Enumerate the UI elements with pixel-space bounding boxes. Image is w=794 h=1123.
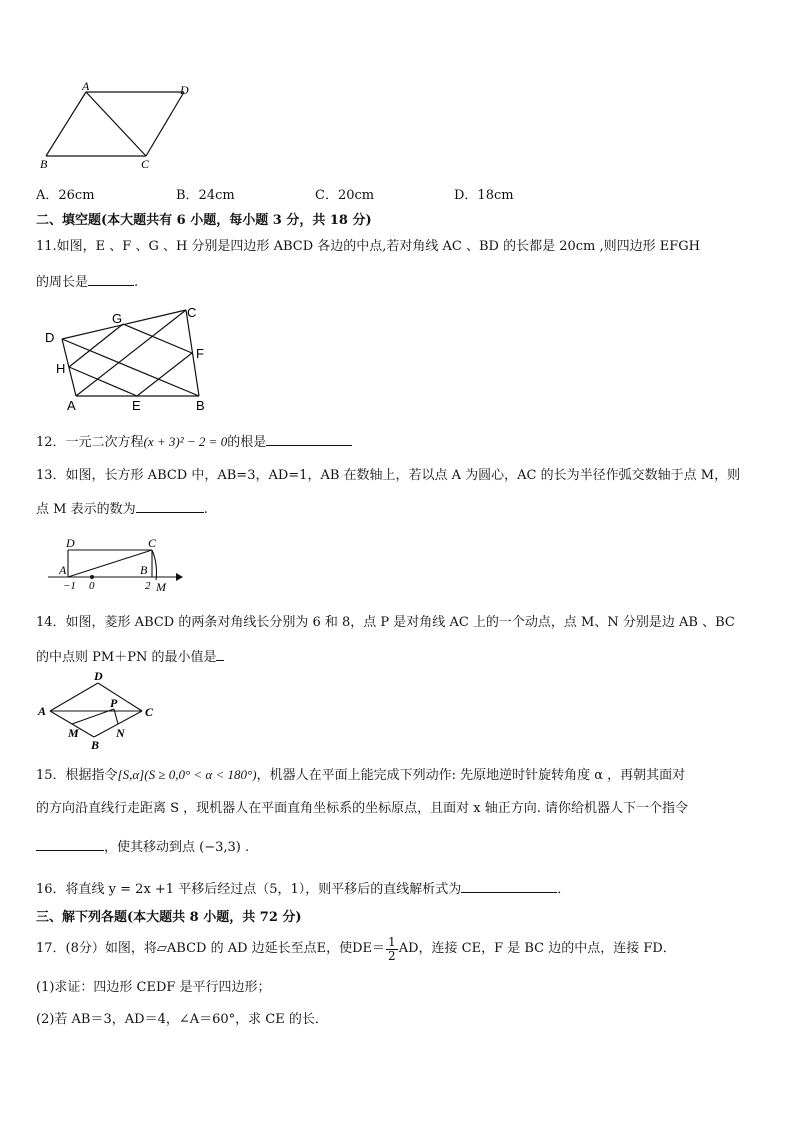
q10-label-b: B (40, 157, 48, 171)
q14-answer-blank[interactable] (216, 646, 224, 661)
q17-frac-den: 2 (388, 948, 396, 963)
q13-prompt: 点 M 表示的数为 (36, 502, 136, 517)
q12-prefix: 12．一元二次方程 (36, 435, 144, 450)
q15-line1 (36, 766, 685, 785)
q17-line1-rest: AD，连接 CE，F 是 BC 边的中点，连接 FD． (398, 941, 676, 956)
q14-line2 (36, 646, 224, 667)
q11-label-f: F (196, 346, 204, 361)
q14-label-p: P (110, 696, 118, 710)
q11-quadrilateral-figure (36, 302, 226, 414)
q11-line1: 11.如图，E 、F 、G 、H 分别是四边形 ABCD 各边的中点,若对角线 AC 、BD 的长都是 20cm ,则四边形 EFGH (36, 239, 701, 254)
q17-part2: (2)若 AB＝3，AD＝4，∠A＝60°，求 CE 的长． (36, 1012, 328, 1027)
q13-tick-0: 0 (89, 580, 95, 592)
q16-text: 16．将直线 y = 2x +1 平移后经过点（5，1），则平移后的直线解析式为 (36, 882, 462, 897)
q11-label-a: A (67, 398, 76, 413)
q16-line (36, 878, 570, 899)
q16-answer-blank[interactable] (461, 878, 557, 893)
q10-option-b: B．24cm (176, 188, 235, 203)
q15-line2: 的方向沿直线行走距离 S ，现机器人在平面直角坐标系的坐标原点，且面对 x 轴正方向. 请你给机器人下一个指令 (36, 801, 689, 816)
q14-label-a: A (38, 704, 47, 718)
q11-line2 (36, 271, 138, 292)
q16-tail: ． (557, 882, 571, 897)
q10-option-a: A．26cm (36, 188, 95, 203)
q11-label-g: G (112, 311, 123, 326)
q14-label-n: N (116, 726, 125, 740)
q10-label-c: C (141, 157, 150, 171)
q13-label-b: B (140, 563, 148, 577)
q14-label-d: D (94, 670, 103, 683)
q13-line2 (36, 498, 208, 519)
q15-command: [S,α](S ≥ 0,0° < α < 180°) (117, 767, 257, 782)
q11-tail: . (134, 275, 139, 290)
q11-prompt: 的周长是 (36, 275, 89, 290)
q17-line1 (36, 932, 676, 966)
section3-title: 三、解下列各题(本大题共 8 小题，共 72 分) (36, 910, 302, 925)
q12-line (36, 431, 352, 452)
q10-option-d: D．18cm (454, 188, 514, 203)
q11-label-e: E (132, 398, 141, 413)
q11-answer-blank[interactable] (88, 271, 134, 286)
q13-label-a: A (59, 563, 67, 577)
q12-equation: (x + 3)² − 2 = 0 (143, 434, 228, 449)
q15-answer-blank[interactable] (36, 836, 104, 851)
q10-parallelogram-figure (36, 80, 226, 175)
q13-answer-blank[interactable] (136, 498, 204, 513)
q14-rhombus-figure (36, 670, 166, 752)
q13-tail: . (203, 502, 208, 517)
q17-intro: 17．(8分）如图，将▱ABCD 的 AD 边延长至点E，使DE＝ (36, 941, 386, 956)
q14-label-c: C (145, 705, 154, 719)
section2-title: 二、填空题(本大题共有 6 小题，每小题 3 分，共 18 分) (36, 213, 372, 228)
q12-suffix: 的根是 (227, 435, 267, 450)
q13-line1: 13．如图，长方形 ABCD 中，AB=3，AD=1，AB 在数轴上，若以点 A 为圆心，AC 的长为半径作弧交数轴于点 M，则 (36, 468, 741, 483)
q12-answer-blank[interactable] (266, 431, 352, 446)
q10-label-d: D (180, 83, 189, 97)
q11-label-h: H (56, 361, 66, 376)
q14-label-b: B (91, 738, 100, 752)
q11-label-d: D (45, 330, 55, 345)
q11-label-b: B (196, 398, 205, 413)
q17-part1: (1)求证：四边形 CEDF 是平行四边形； (36, 980, 271, 995)
q10-label-a: A (82, 80, 90, 93)
q11-label-c: C (187, 305, 197, 320)
q15-intro: 15．根据指令 (36, 768, 118, 783)
q13-label-m: M (156, 580, 166, 594)
q15-line3-text: ，使其移动到点 (−3,3) . (104, 840, 250, 855)
q13-tick-2: 2 (145, 580, 151, 592)
q17-frac-num: 1 (388, 934, 396, 949)
q13-rectangle-number-line-figure (40, 534, 190, 594)
q15-line3 (36, 836, 249, 857)
q13-tick-neg1: −1 (63, 580, 76, 592)
q13-label-c: C (148, 536, 157, 550)
q17-fraction (386, 936, 398, 963)
q14-prompt: 的中点则 PM＋PN 的最小值是 (36, 650, 217, 665)
q13-label-d: D (66, 536, 75, 550)
q14-line1: 14．如图，菱形 ABCD 的两条对角线长分别为 6 和 8，点 P 是对角线 AC 上的一个动点，点 M、N 分别是边 AB 、BC (36, 615, 735, 630)
q10-option-c: C．20cm (315, 188, 375, 203)
q15-line1-rest: ，机器人在平面上能完成下列动作: 先原地逆时针旋转角度 α ，再朝其面对 (256, 768, 686, 783)
q14-label-m: M (68, 726, 79, 740)
